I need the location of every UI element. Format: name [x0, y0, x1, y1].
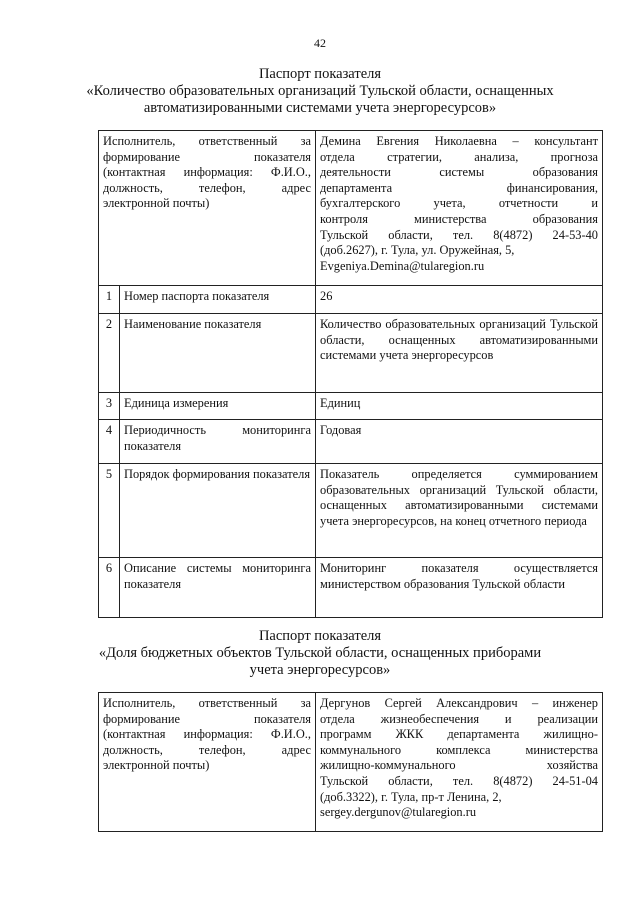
executor-row [99, 131, 603, 286]
executor-label-line: должность, телефон, адрес [103, 180, 311, 195]
passport-title-1-line2: «Количество образовательных организаций Тульской области, оснащенных [86, 83, 554, 99]
row-number: 3 [99, 393, 120, 420]
passport-title-2-line3: учета энергоресурсов» [249, 662, 391, 678]
table-row [99, 558, 603, 618]
executor-value-line: департамента финансирования, [320, 180, 598, 195]
passport-title-1-line3: автоматизированными системами учета энергоресурсов» [143, 100, 497, 116]
executor-value-line: Тульской области, тел. 8(4872) 24-53-40 [320, 227, 598, 242]
executor-value-line: коммунального комплекса министерства [320, 742, 598, 757]
executor-value-line: бухгалтерского учета, отчетности и [320, 196, 598, 211]
row-label: Единица измерения [120, 393, 316, 420]
executor-label-line: должность, телефон, адрес [103, 742, 311, 757]
row-value: Показатель определяется суммированием образовательных организаций Тульской области, оснащенных автоматизированными системами учета энергоресурсов, на конец отчетного периода [316, 464, 603, 558]
passport-title-1-heading: Паспорт показателя [258, 66, 382, 82]
executor-label-line: электронной почты) [103, 196, 210, 211]
row-number: 2 [99, 314, 120, 393]
executor-label-cell [99, 693, 316, 832]
passport-title-2-line2: «Доля бюджетных объектов Тульской области, оснащенных приборами [98, 645, 542, 661]
passport-title-2-heading: Паспорт показателя [258, 628, 382, 644]
executor-value-line: контроля министерства образования [320, 211, 598, 226]
row-number: 4 [99, 420, 120, 464]
page-number: 42 [314, 36, 326, 50]
executor-value-line: жилищно-коммунального хозяйства [320, 758, 598, 773]
table-row [99, 286, 603, 314]
row-label: Описание системы мониторинга показателя [120, 558, 316, 618]
executor-value-line: деятельности системы образования [320, 165, 598, 180]
row-label: Периодичность мониторинга показателя [120, 420, 316, 464]
executor-label-line: формирование показателя [103, 711, 311, 726]
passport-table-1 [98, 130, 603, 618]
row-value: Годовая [316, 420, 603, 464]
passport-title-1 [0, 66, 640, 117]
table-row [99, 420, 603, 464]
executor-value-line: Тульской области, тел. 8(4872) 24-51-04 [320, 773, 598, 788]
executor-value-line: Дергунов Сергей Александрович – инженер [320, 696, 598, 710]
row-label: Порядок формирования показателя [120, 464, 316, 558]
executor-label-line: (контактная информация: Ф.И.О., [103, 727, 311, 742]
row-number: 1 [99, 286, 120, 314]
row-label: Наименование показателя [120, 314, 316, 393]
passport-title-2 [0, 628, 640, 679]
row-value: Единиц [316, 393, 603, 420]
row-value: Мониторинг показателя осуществляется министерством образования Тульской области [316, 558, 603, 618]
executor-label-cell [99, 131, 316, 286]
table-row [99, 314, 603, 393]
row-number: 6 [99, 558, 120, 618]
row-label: Номер паспорта показателя [120, 286, 316, 314]
executor-label-line: Исполнитель, ответственный за [103, 696, 311, 710]
executor-row [99, 693, 603, 832]
executor-value-line: (доб.2627), г. Тула, ул. Оружейная, 5, [320, 243, 515, 258]
executor-value-line: отдела жизнеобеспечения и реализации [320, 711, 598, 726]
executor-value-cell [316, 131, 603, 286]
executor-label-line: Исполнитель, ответственный за [103, 134, 311, 148]
executor-value-cell [316, 693, 603, 832]
table-row [99, 464, 603, 558]
row-number: 5 [99, 464, 120, 558]
executor-value-line: (доб.3322), г. Тула, пр-т Ленина, 2, [320, 789, 502, 804]
row-value: Количество образовательных организаций Тульской области, оснащенных автоматизированными системами учета энергоресурсов [316, 314, 603, 393]
row-value: 26 [316, 286, 603, 314]
table-row [99, 393, 603, 420]
executor-value-line: sergey.dergunov@tularegion.ru [320, 805, 477, 820]
executor-label-line: (контактная информация: Ф.И.О., [103, 165, 311, 180]
executor-value-line: программ ЖКК департамента жилищно- [320, 727, 598, 742]
executor-label-line: формирование показателя [103, 149, 311, 164]
executor-value-line: Демина Евгения Николаевна – консультант [320, 134, 598, 148]
executor-value-line: отдела стратегии, анализа, прогноза [320, 149, 598, 164]
executor-value-line: Evgeniya.Demina@tularegion.ru [320, 258, 485, 273]
passport-table-2 [98, 692, 603, 832]
executor-label-line: электронной почты) [103, 758, 210, 773]
